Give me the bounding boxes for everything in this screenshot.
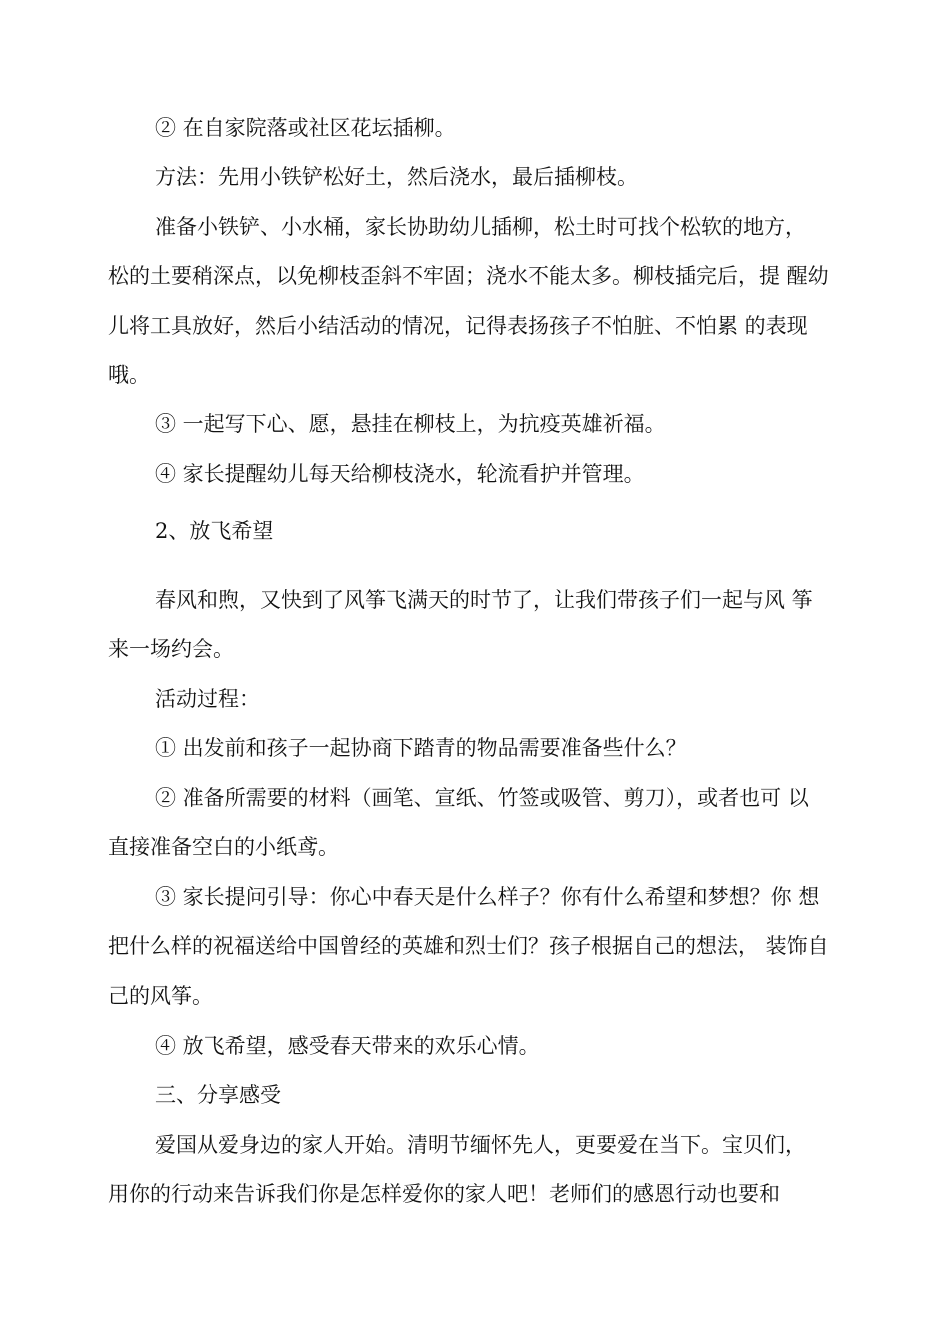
text-line: ④ 放飞希望，感受春天带来的欢乐心情。 (155, 1034, 540, 1058)
text-line: ② 准备所需要的材料（画笔、宣纸、竹签或吸管、剪刀），或者也可 以 (155, 786, 809, 810)
text-line: 爱国从爱身边的家人开始。清明节缅怀先人，更要爱在当下。宝贝们， (155, 1133, 806, 1157)
section-heading: 2、放飞希望 (155, 519, 274, 543)
text-line: ① 出发前和孩子一起协商下踏青的物品需要准备些什么？ (155, 736, 687, 760)
text-line: ③ 家长提问引导：你心中春天是什么样子？你有什么希望和梦想？你 想 (155, 885, 820, 909)
text-line: ② 在自家院落或社区花坛插柳。 (155, 116, 456, 140)
text-line: 方法：先用小铁铲松好土，然后浇水，最后插柳枝。 (155, 165, 638, 189)
text-line: 把什么样的祝福送给中国曾经的英雄和烈士们？孩子根据自己的想法， 装饰自 (108, 934, 829, 958)
text-line: 来一场约会。 (108, 637, 234, 661)
text-line: ③ 一起写下心、愿，悬挂在柳枝上，为抗疫英雄祈福。 (155, 412, 666, 436)
text-line: 活动过程： (155, 687, 260, 711)
text-line: 松的土要稍深点，以免柳枝歪斜不牢固；浇水不能太多。柳枝插完后，提 醒幼 (108, 264, 829, 288)
text-line: 直接准备空白的小纸鸢。 (108, 835, 339, 859)
text-line: 己的风筝。 (108, 984, 213, 1008)
section-heading: 三、分享感受 (155, 1083, 281, 1107)
text-line: ④ 家长提醒幼儿每天给柳枝浇水，轮流看护并管理。 (155, 462, 645, 486)
text-line: 用你的行动来告诉我们你是怎样爱你的家人吧！老师们的感恩行动也要和 (108, 1182, 780, 1206)
text-line: 哦。 (108, 363, 150, 387)
text-line: 儿将工具放好，然后小结活动的情况，记得表扬孩子不怕脏、不怕累 的表现 (108, 314, 808, 338)
text-line: 准备小铁铲、小水桶，家长协助幼儿插柳，松土时可找个松软的地方， (155, 215, 806, 239)
text-line: 春风和煦，又快到了风筝飞满天的时节了，让我们带孩子们一起与风 筝 (155, 588, 813, 612)
